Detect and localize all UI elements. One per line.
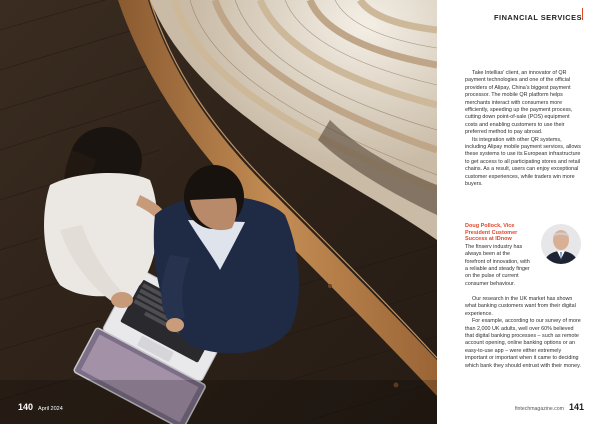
quote-paragraph: Our research in the UK market has shown what banking customers want from their digital experience. [465,296,576,317]
quote-body [465,296,583,370]
left-page-folio [18,402,63,412]
quote-attribution: Doug Pollock, Vice President Customer Success at IDnow [465,223,518,243]
intro-paragraph: Take Intellias’ client, an innovator of QR payment technologies and one of the official providers of Alipay, China’s biggest payment processor. The mobile QR platform helps merchants interact with consumers more efficiently, speeding up the payment process, cutting down point-of-sale (POS) equipment costs and enabling customers to use their preferred method to pay abroad. [465,70,573,136]
intro-column [465,70,583,189]
right-page-number: 141 [568,402,584,412]
left-page-number: 140 [18,402,34,412]
right-page [437,0,600,424]
website-link[interactable]: fintechmagazine.com [514,406,564,412]
issue-date: April 2024 [38,406,63,412]
speaker-portrait [541,223,581,265]
section-accent-bar [582,8,583,20]
section-title: FINANCIAL SERVICES [494,13,582,22]
quote-opening: The finserv industry has always been at the forefront of innovation, with a reliable and steady finger on the pulse of current consumer behaviour. [465,243,530,287]
intro-paragraph: Its integration with other QR systems, including Alipay mobile payment services, allows these systems to use its European infrastructure to get access to all participating stores and retail chains. As a result, users can enjoy exceptional customer experiences, while traders win more buyers. [465,136,581,188]
quote-block [465,223,583,288]
right-page-folio [515,402,584,412]
quote-paragraph: For example, according to our survey of more than 2,000 UK adults, well over 60% believed that digital banking processes – such as remote account opening, online banking options or an easy-to-use app – were either extremely important or important when it came to deciding which bank they should entrust with their money. [465,318,581,369]
